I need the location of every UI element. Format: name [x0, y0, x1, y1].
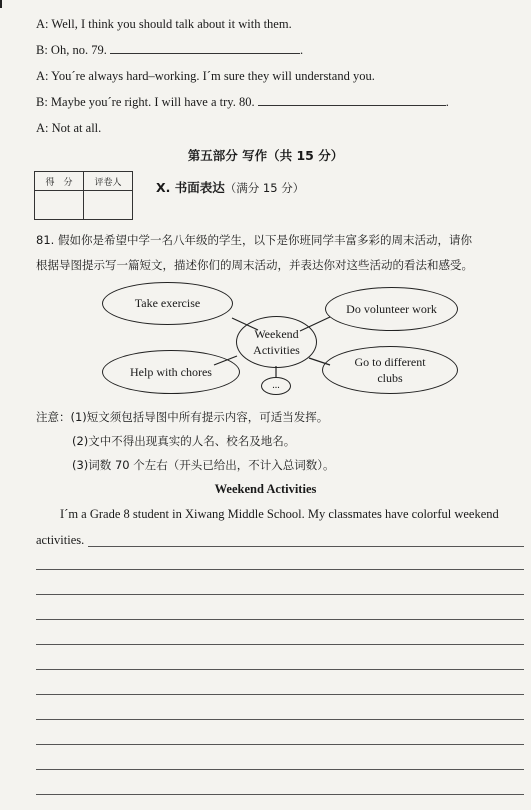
notes-line-3: (3)词数 70 个左右（开头已给出，不计入总词数）。 [72, 458, 335, 472]
section-title: 第五部分 写作（共 15 分） [187, 148, 344, 163]
node-label-line-2: clubs [377, 371, 403, 385]
notes-label: 注意： [36, 410, 71, 424]
node-different-clubs [322, 346, 458, 394]
dialogue-text: B: Oh, no. 79. [36, 43, 107, 57]
essay-opening-line-2 [36, 533, 84, 548]
dialogue-text: B: Maybe you´re right. I will have a try. 80. [36, 95, 255, 109]
writing-line[interactable] [36, 794, 524, 795]
essay-opening-line-1: I´m a Grade 8 student in Xiwang Middle School. My classmates have colorful weekend [60, 507, 499, 521]
writing-line[interactable] [36, 694, 524, 695]
node-label-line-1: Go to different [354, 354, 426, 369]
center-label [253, 326, 300, 358]
writing-line[interactable] [36, 619, 524, 620]
center-label-line-2: Activities [253, 343, 300, 357]
dialogue-text: A: Well, I think you should talk about it with them. [36, 17, 292, 31]
essay-title: Weekend Activities [214, 482, 317, 496]
writing-line-first[interactable] [88, 546, 524, 547]
node-label: ... [272, 380, 280, 392]
notes-line-1 [36, 409, 328, 425]
writing-line[interactable] [36, 644, 524, 645]
dialogue-text: A: Not at all. [36, 121, 102, 135]
node-help-with-chores [102, 350, 240, 394]
task-points: （满分 15 分） [224, 181, 305, 195]
writing-line[interactable] [36, 769, 524, 770]
sentence-end: . [299, 43, 304, 57]
task-title: X. 书面表达 [156, 180, 225, 195]
essay-opening-text: activities. [36, 533, 85, 547]
node-label [354, 354, 425, 386]
node-center-weekend-activities [236, 316, 317, 368]
sentence-end: . [445, 95, 449, 109]
prompt-line-2: 根据导图提示写一篇短文，描述你们的周末活动，并表达你对这些活动的看法和感受。 [36, 258, 473, 272]
center-label-line-1: Weekend [254, 326, 299, 341]
prompt-line-1: 81. 假如你是希望中学一名八年级的学生，以下是你班同学丰富多彩的周末活动，请你 [36, 233, 472, 247]
node-take-exercise [102, 282, 233, 325]
node-label: Take exercise [134, 296, 201, 311]
grader-header: 评卷人 [84, 172, 133, 191]
node-label: Help with chores [130, 364, 212, 379]
node-more [261, 377, 291, 395]
writing-line[interactable] [36, 669, 524, 670]
writing-line[interactable] [36, 719, 524, 720]
score-header: 得 分 [35, 172, 84, 191]
writing-line[interactable] [36, 744, 524, 745]
node-label: Do volunteer work [346, 301, 437, 316]
note-item: (1)短文须包括导图中所有提示内容，可适当发挥。 [70, 410, 329, 424]
writing-line[interactable] [36, 569, 524, 570]
writing-line[interactable] [36, 594, 524, 595]
notes-line-2: (2)文中不得出现真实的人名、校名及地名。 [72, 434, 296, 448]
dialogue-text: A: You´re always hard–working. I´m sure they will understand you. [36, 69, 375, 83]
node-volunteer-work [325, 287, 458, 331]
